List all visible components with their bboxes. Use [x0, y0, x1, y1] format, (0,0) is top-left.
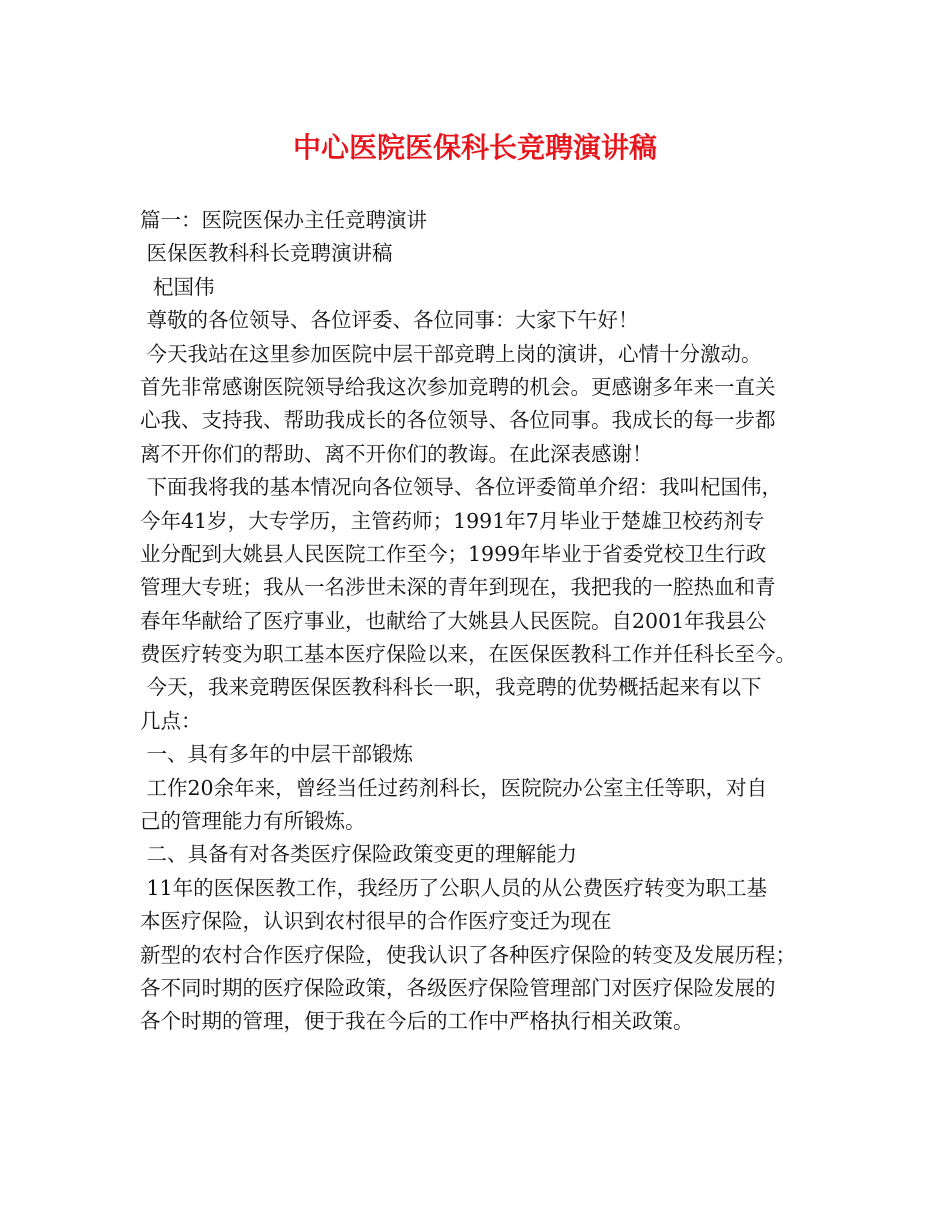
paragraph-line: 今天，我来竞聘医保医教科科长一职，我竞聘的优势概括起来有以下	[140, 675, 762, 700]
paragraph-line: 工作20余年来，曾经当任过药剂科长，医院院办公室主任等职，对自	[140, 775, 768, 800]
paragraph-line: 各个时期的管理，便于我在今后的工作中严格执行相关政策。	[140, 1009, 694, 1034]
document-body	[140, 204, 820, 1039]
paragraph-line: 杞国伟	[140, 274, 215, 299]
paragraph-line: 本医疗保险，认识到农村很早的合作医疗变迁为现在	[140, 909, 612, 934]
paragraph-line: 费医疗转变为职工基本医疗保险以来，在医保医教科工作并任科长至今。	[140, 642, 796, 667]
paragraph-line: 11年的医保医教工作，我经历了公职人员的从公费医疗转变为职工基	[140, 875, 768, 900]
paragraph-line: 尊敬的各位领导、各位评委、各位同事：大家下午好！	[140, 308, 639, 333]
paragraph-line: 各不同时期的医疗保险政策，各级医疗保险管理部门对医疗保险发展的	[140, 975, 776, 1000]
paragraph-line: 春年华献给了医疗事业，也献给了大姚县人民医院。自2001年我县公	[140, 608, 767, 633]
paragraph-line: 己的管理能力有所锻炼。	[140, 809, 366, 834]
paragraph-line: 管理大专班；我从一名涉世未深的青年到现在，我把我的一腔热血和青	[140, 575, 776, 600]
paragraph-line: 下面我将我的基本情况向各位领导、各位评委简单介绍：我叫杞国伟，	[140, 475, 783, 500]
paragraph-line: 二、具备有对各类医疗保险政策变更的理解能力	[140, 842, 578, 867]
paragraph-line: 篇一：医院医保办主任竞聘演讲	[140, 208, 427, 232]
paragraph-line: 几点：	[140, 708, 202, 733]
paragraph-line: 首先非常感谢医院领导给我这次参加竞聘的机会。更感谢多年来一直关	[140, 374, 776, 399]
paragraph-line: 今天我站在这里参加医院中层干部竞聘上岗的演讲，心情十分激动。	[140, 341, 762, 366]
paragraph-line: 心我、支持我、帮助我成长的各位领导、各位同事。我成长的每一步都	[140, 408, 776, 433]
paragraph-line: 一、具有多年的中层干部锻炼	[140, 742, 414, 767]
paragraph-line: 今年41岁，大专学历，主管药师；1991年7月毕业于楚雄卫校药剂专	[140, 508, 765, 533]
paragraph-line: 业分配到大姚县人民医院工作至今；1999年毕业于省委党校卫生行政	[140, 541, 767, 566]
paragraph-line: 新型的农村合作医疗保险，使我认识了各种医疗保险的转变及发展历程；	[140, 942, 796, 967]
document-title: 中心医院医保科长竞聘演讲稿	[292, 131, 657, 164]
paragraph-line: 离不开你们的帮助、离不开你们的教诲。在此深表感谢！	[140, 441, 653, 466]
paragraph-line: 医保医教科科长竞聘演讲稿	[140, 241, 393, 266]
